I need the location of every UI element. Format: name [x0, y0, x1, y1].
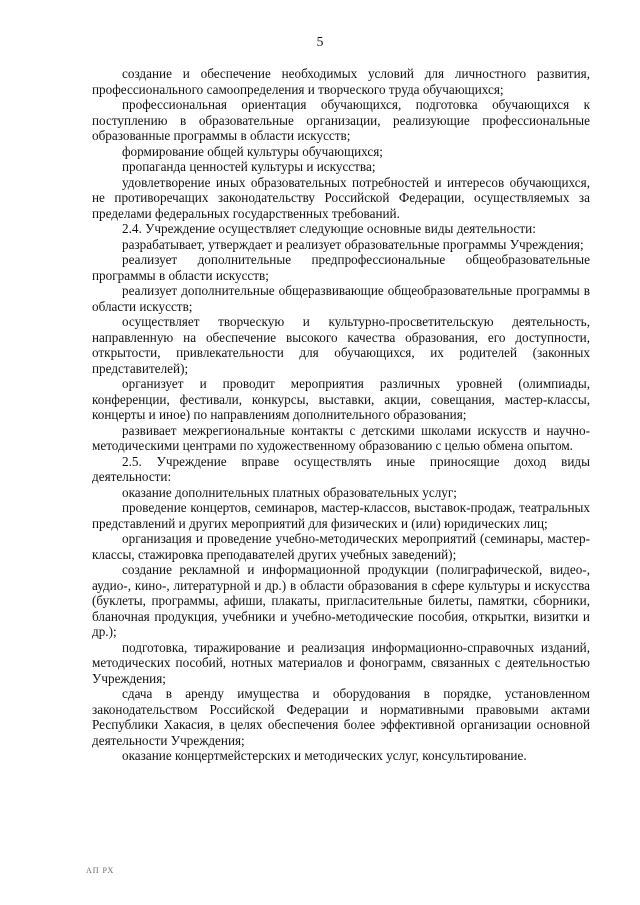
paragraph: формирование общей культуры обучающихся; — [122, 143, 383, 159]
paragraph: профессиональная ориентация обучающихся, подготовка обучающихся к поступлению в образовательные организации, реализующие профессиональные образованные программы в области искусств; — [92, 97, 590, 143]
paragraph: пропаганда ценностей культуры и искусства; — [122, 159, 376, 174]
paragraph: создание рекламной и информационной продукции (полиграфической, видео-, аудио-, кино-, литературной и др.) в области образования в сфере культуры и искусства (буклеты, программы, афиши, плакаты, пригласительные билеты, памятки, сборники, бланочная продукция, учебники и учебно-методические пособия, открытки, визитки и др.); — [92, 562, 590, 639]
paragraph: проведение концертов, семинаров, мастер-классов, выставок-продаж, театральных представлений и других мероприятий для физических и (или) юридических лиц; — [92, 500, 590, 531]
page-number: 5 — [316, 34, 324, 49]
paragraph: оказание дополнительных платных образовательных услуг; — [122, 484, 457, 500]
paragraph: оказание концертмейстерских и методических услуг, консультирование. — [122, 748, 527, 763]
paragraph: развивает межрегиональные контакты с детскими школами искусств и научно-методическими центрами по художественному образованию с целью обмена опытом. — [92, 422, 590, 453]
section-heading-2-5: 2.5. Учреждение вправе осуществлять иные приносящие доход виды деятельности: — [92, 453, 590, 484]
paragraph: реализует дополнительные общеразвивающие общеобразовательные программы в области искусств; — [92, 283, 590, 314]
paragraph: создание и обеспечение необходимых условий для личностного развития, профессионального самоопределения и творческого труда обучающихся; — [92, 66, 590, 97]
footer-mark: АП РХ — [86, 866, 115, 875]
paragraph: разрабатывает, утверждает и реализует образовательные программы Учреждения; — [122, 236, 584, 252]
paragraph: удовлетворение иных образовательных потребностей и интересов обучающихся, не противоречащих законодательству Российской Федерации, осуществляемых за пределами федеральных государственных требований. — [92, 174, 590, 221]
section-heading-2-4: 2.4. Учреждение осуществляет следующие основные виды деятельности: — [122, 221, 536, 236]
paragraph: организует и проводит мероприятия различных уровней (олимпиады, конференции, фестивали, конкурсы, выставки, акции, совещания, мастер-классы, концерты и иное) по направлениям дополнительного образования; — [92, 376, 590, 422]
paragraph: сдача в аренду имущества и оборудования в порядке, установленном законодательством Российской Федерации и нормативными правовыми актами Республики Хакасия, в целях обеспечения более эффективной организации основной деятельности Учреждения; — [92, 686, 590, 748]
paragraph: подготовка, тиражирование и реализация информационно-справочных изданий, методических пособий, нотных материалов и фонограмм, связанных с деятельностью Учреждения; — [92, 639, 590, 686]
paragraph: организация и проведение учебно-методических мероприятий (семинары, мастер-классы, стажировка преподавателей других учебных заведений); — [92, 531, 590, 562]
document-body — [92, 66, 590, 764]
paragraph: осуществляет творческую и культурно-просветительскую деятельность, направленную на обеспечение высокого качества образования, его доступности, открытости, привлекательности для обучающихся, их родителей (законных представителей); — [92, 314, 590, 376]
paragraph: реализует дополнительные предпрофессиональные общеобразовательные программы в области искусств; — [92, 252, 590, 283]
